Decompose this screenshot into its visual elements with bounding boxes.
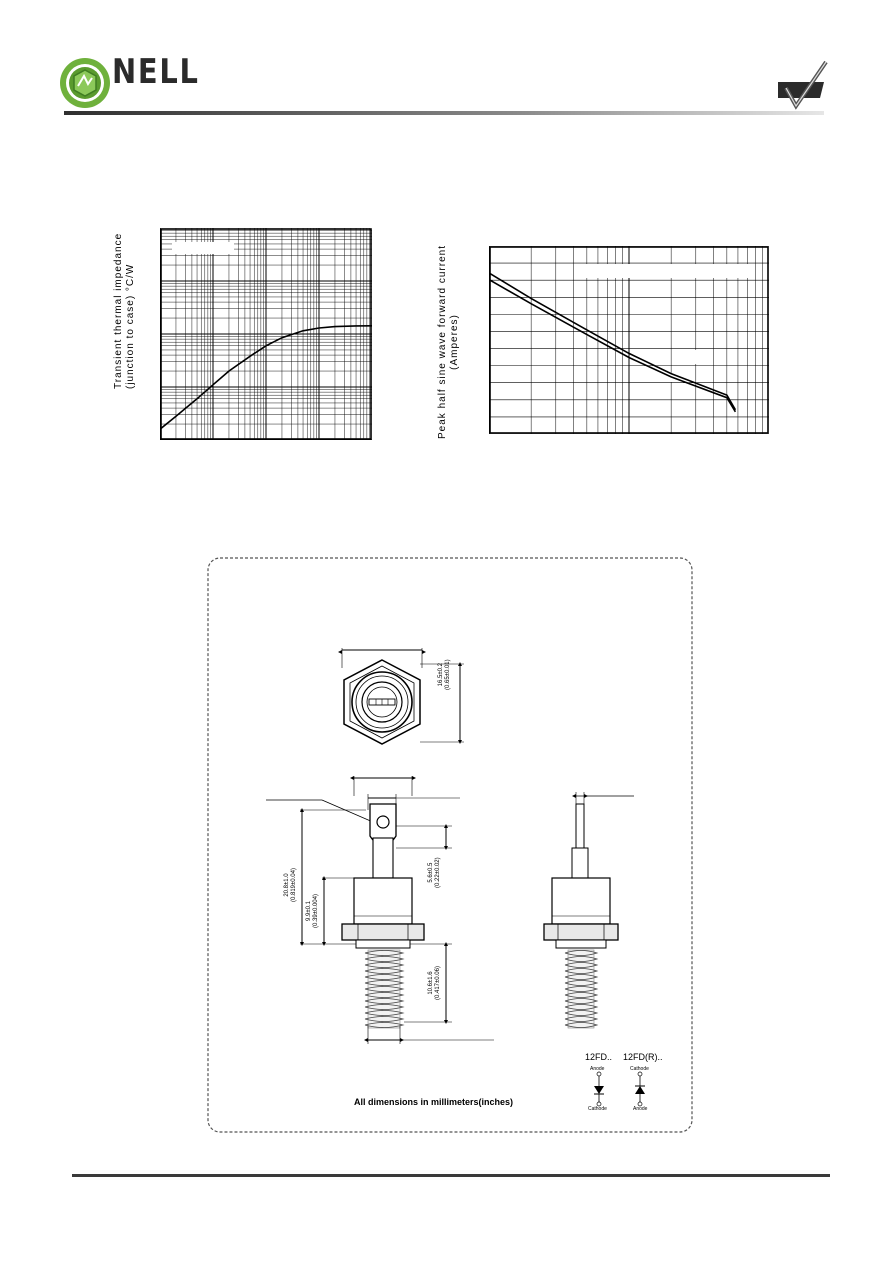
footer-rule xyxy=(72,1174,830,1177)
surge-ylabel-line2: (Amperes) xyxy=(449,314,460,370)
thermal-ylabel-line1: Transient thermal impedance xyxy=(113,232,124,389)
surge-series xyxy=(489,273,735,412)
diode-symbol-cathode-stud xyxy=(635,1072,645,1106)
thread-right xyxy=(565,950,597,1028)
dim-body-height xyxy=(306,894,320,928)
package-outline-box xyxy=(206,556,694,1134)
dimensions-note: All dimensions in millimeters(inches) xyxy=(354,1097,514,1107)
surge-ylabel-line1: Peak half sine wave forward current xyxy=(437,245,448,439)
part-label-standard: 12FD.. xyxy=(585,1052,613,1062)
diode-symbol-anode-stud xyxy=(594,1072,604,1106)
package-side-view xyxy=(266,776,494,1044)
thermal-chart-ylabel xyxy=(113,232,137,389)
part-label-reverse: 12FD(R).. xyxy=(623,1052,663,1062)
thread-left xyxy=(365,950,403,1028)
surge-chart-ylabel xyxy=(437,245,461,439)
nell-logo-icon xyxy=(58,56,112,110)
part-standard-top-terminal: Anode xyxy=(590,1066,605,1072)
dim-overall-length xyxy=(284,868,298,902)
part-reverse-top-terminal: Cathode xyxy=(630,1066,649,1072)
thermal-grid xyxy=(160,228,372,440)
thermal-legend-box xyxy=(172,242,234,254)
thermal-ylabel-line2: (junction to case) °C/W xyxy=(125,263,136,389)
brand-name: NELL xyxy=(112,52,200,92)
dim-overall-length-text: 20.8±1.0 (0.819±0.04) xyxy=(284,868,297,902)
surge-legend-box-top xyxy=(581,264,749,278)
dim-thread-length-text: 10.6±1.6 (0.417±0.06) xyxy=(428,966,441,1000)
surge-legend-box-mid xyxy=(683,350,711,364)
dim-hex-height xyxy=(438,659,452,690)
header-rule xyxy=(64,111,824,115)
part-reverse-bottom-terminal: Anode xyxy=(633,1106,648,1112)
part-standard-bottom-terminal: Cathode xyxy=(588,1106,607,1112)
dim-terminal-length xyxy=(428,857,442,888)
package-side-view-rotated xyxy=(544,792,634,1028)
thermal-impedance-chart xyxy=(160,228,372,440)
dim-thread-length xyxy=(428,966,442,1000)
dim-terminal-length-text: 5.6±0.5 (0.22±0.02) xyxy=(428,857,441,888)
surge-series-line xyxy=(489,273,735,410)
dim-hex-height-text: 16.5±0.2 (0.65±0.01) xyxy=(438,659,451,690)
surge-series-line xyxy=(489,280,735,412)
checkmark-icon xyxy=(776,60,828,110)
dim-body-height-text: 9.9±0.1 (0.39±0.004) xyxy=(306,894,319,928)
surge-current-chart xyxy=(489,246,769,434)
